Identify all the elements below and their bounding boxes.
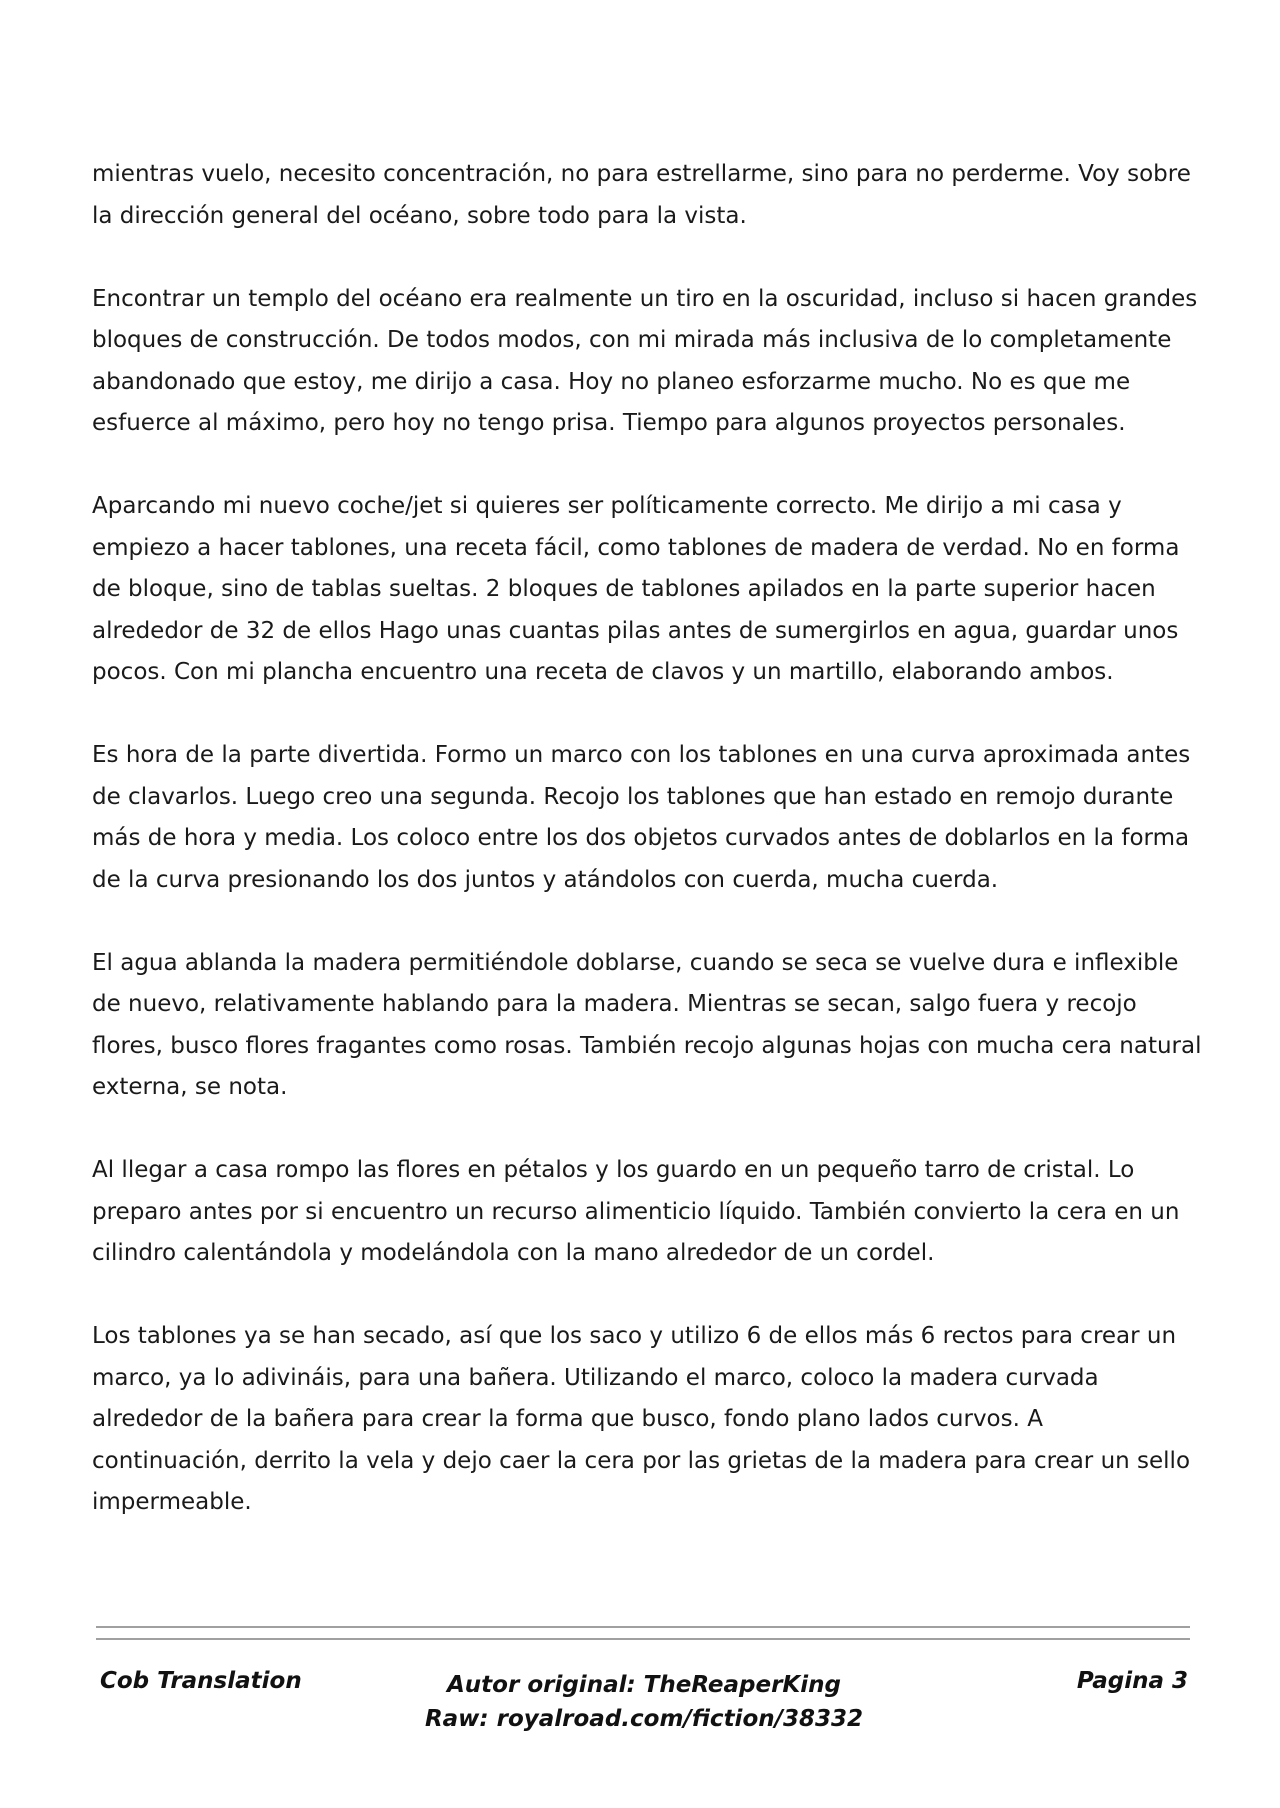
footer-author: Autor original: TheReaperKing	[447, 1672, 841, 1698]
footer-page-number: Pagina 3	[1076, 1668, 1188, 1694]
paragraph: Encontrar un templo del océano era realmente un tiro en la oscuridad, incluso si hacen grandes bloques de construcción. De todos modos, con mi mirada más inclusiva de lo completamente abandonado que estoy, me dirijo a casa. Hoy no planeo esforzarme mucho. No es que me esfuerce al máximo, pero hoy no tengo prisa. Tiempo para algunos proyectos personales.	[92, 285, 1198, 436]
document-body	[92, 154, 1202, 1565]
paragraph: Es hora de la parte divertida. Formo un marco con los tablones en una curva aproximada antes de clavarlos. Luego creo una segunda. Recojo los tablones que han estado en remojo durante más de hora y media. Los coloco entre los dos objetos curvados antes de doblarlos en la forma de la curva presionando los dos juntos y atándolos con cuerda, mucha cuerda.	[92, 742, 1191, 893]
footer-credits	[100, 1668, 1188, 1736]
paragraph: Los tablones ya se han secado, así que los saco y utilizo 6 de ellos más 6 rectos para crear un marco, ya lo adivináis, para una bañera. Utilizando el marco, coloco la madera curvada alrededor de la bañera para crear la forma que busco, fondo plano lados curvos. A continuación, derrito la vela y dejo caer la cera por las grietas de la madera para crear un sello impermeable.	[92, 1323, 1191, 1515]
footer-source: Raw: royalroad.com/fiction/38332	[424, 1706, 864, 1732]
footer-translator: Cob Translation	[100, 1668, 302, 1694]
footer-rule-bottom	[96, 1638, 1190, 1640]
paragraph: El agua ablanda la madera permitiéndole doblarse, cuando se seca se vuelve dura e inflexible de nuevo, relativamente hablando para la madera. Mientras se secan, salgo fuera y recojo flores, busco flores fragantes como rosas. También recojo algunas hojas con mucha cera natural externa, se nota.	[92, 949, 1202, 1100]
page-footer	[100, 1668, 1188, 1748]
paragraph: Al llegar a casa rompo las flores en pétalos y los guardo en un pequeño tarro de cristal. Lo preparo antes por si encuentro un recurso alimenticio líquido. También convierto la cera en un cilindro calentándola y modelándola con la mano alrededor de un cordel.	[92, 1157, 1180, 1266]
footer-rule-top	[96, 1626, 1190, 1628]
paragraph: mientras vuelo, necesito concentración, no para estrellarme, sino para no perderme. Voy sobre la dirección general del océano, sobre todo para la vista.	[92, 161, 1191, 229]
footer-divider	[96, 1626, 1190, 1640]
paragraph: Aparcando mi nuevo coche/jet si quieres ser políticamente correcto. Me dirijo a mi casa y empiezo a hacer tablones, una receta fácil, como tablones de madera de verdad. No en forma de bloque, sino de tablas sueltas. 2 bloques de tablones apilados en la parte superior hacen alrededor de 32 de ellos Hago unas cuantas pilas antes de sumergirlos en agua, guardar unos pocos. Con mi plancha encuentro una receta de clavos y un martillo, elaborando ambos.	[92, 493, 1180, 685]
